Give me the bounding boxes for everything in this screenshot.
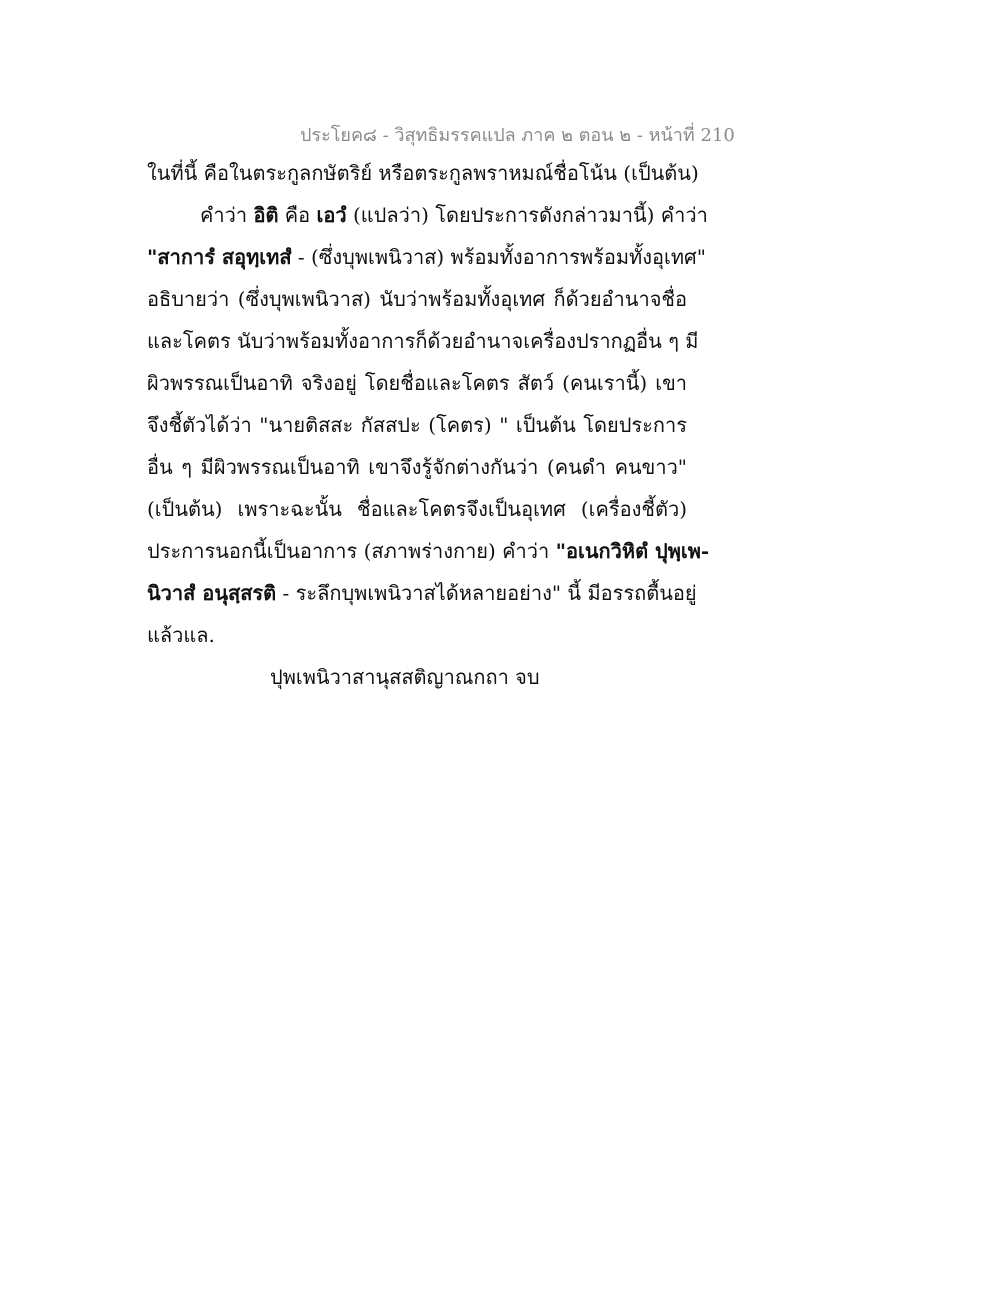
text-segment: - (ซึ่งบุพเพนิวาส) พร้อมทั้งอาการพร้อมทั้งอุเทศ" xyxy=(291,245,706,269)
body-line: อื่น ๆ มีผิวพรรณเป็นอาทิ เขาจึงรู้จักต่างกันว่า (คนดำ คนขาว" xyxy=(147,455,687,479)
text-segment: - ระลึกบุพเพนิวาสได้หลายอย่าง" นี้ มีอรรถตื้นอยู่ xyxy=(276,581,697,605)
pali-term: "อเนกวิหิตํ ปุพฺเพ- xyxy=(555,539,710,563)
text-segment: คือ xyxy=(278,203,317,227)
pali-term: อิติ xyxy=(253,203,279,227)
text-segment: (แปลว่า) โดยประการดังกล่าวมานี้) คำว่า xyxy=(346,203,708,227)
pali-term: นิวาสํ อนุสฺสรติ xyxy=(147,581,277,605)
body-line: แล้วแล. xyxy=(147,623,215,647)
text-segment: ประการนอกนี้เป็นอาการ (สภาพร่างกาย) คำว่า xyxy=(147,539,556,563)
pali-term: เอวํ xyxy=(316,203,347,227)
body-line: ผิวพรรณเป็นอาทิ จริงอยู่ โดยชื่อและโคตร สัตว์ (คนเรานี้) เขา xyxy=(147,371,687,395)
body-line: (เป็นต้น) เพราะฉะนั้น ชื่อและโคตรจึงเป็นอุเทศ (เครื่องชี้ตัว) xyxy=(147,497,687,521)
body-line: อธิบายว่า (ซึ่งบุพเพนิวาส) นับว่าพร้อมทั้งอุเทศ ก็ด้วยอำนาจชื่อ xyxy=(147,287,687,311)
body-line xyxy=(147,576,697,610)
body-line: จึงชี้ตัวได้ว่า "นายติสสะ กัสสปะ (โคตร) " เป็นต้น โดยประการ xyxy=(147,413,687,437)
body-line xyxy=(147,534,710,568)
section-closing: ปุพเพนิวาสานุสสติญาณกถา จบ xyxy=(270,665,540,689)
running-header: ประโยค๘ - วิสุทธิมรรคแปล ภาค ๒ ตอน ๒ - หน้าที่ 210 xyxy=(300,125,735,146)
body-line xyxy=(200,198,708,232)
body-line: และโคตร นับว่าพร้อมทั้งอาการก็ด้วยอำนาจเครื่องปรากฏอื่น ๆ มี xyxy=(147,329,699,353)
body-line xyxy=(147,240,706,274)
body-line: ในที่นี้ คือในตระกูลกษัตริย์ หรือตระกูลพราหมณ์ชื่อโน้น (เป็นต้น) xyxy=(147,161,699,185)
text-segment: คำว่า xyxy=(200,203,254,227)
pali-term: "สาการํ สอุทฺเทสํ xyxy=(147,245,292,269)
